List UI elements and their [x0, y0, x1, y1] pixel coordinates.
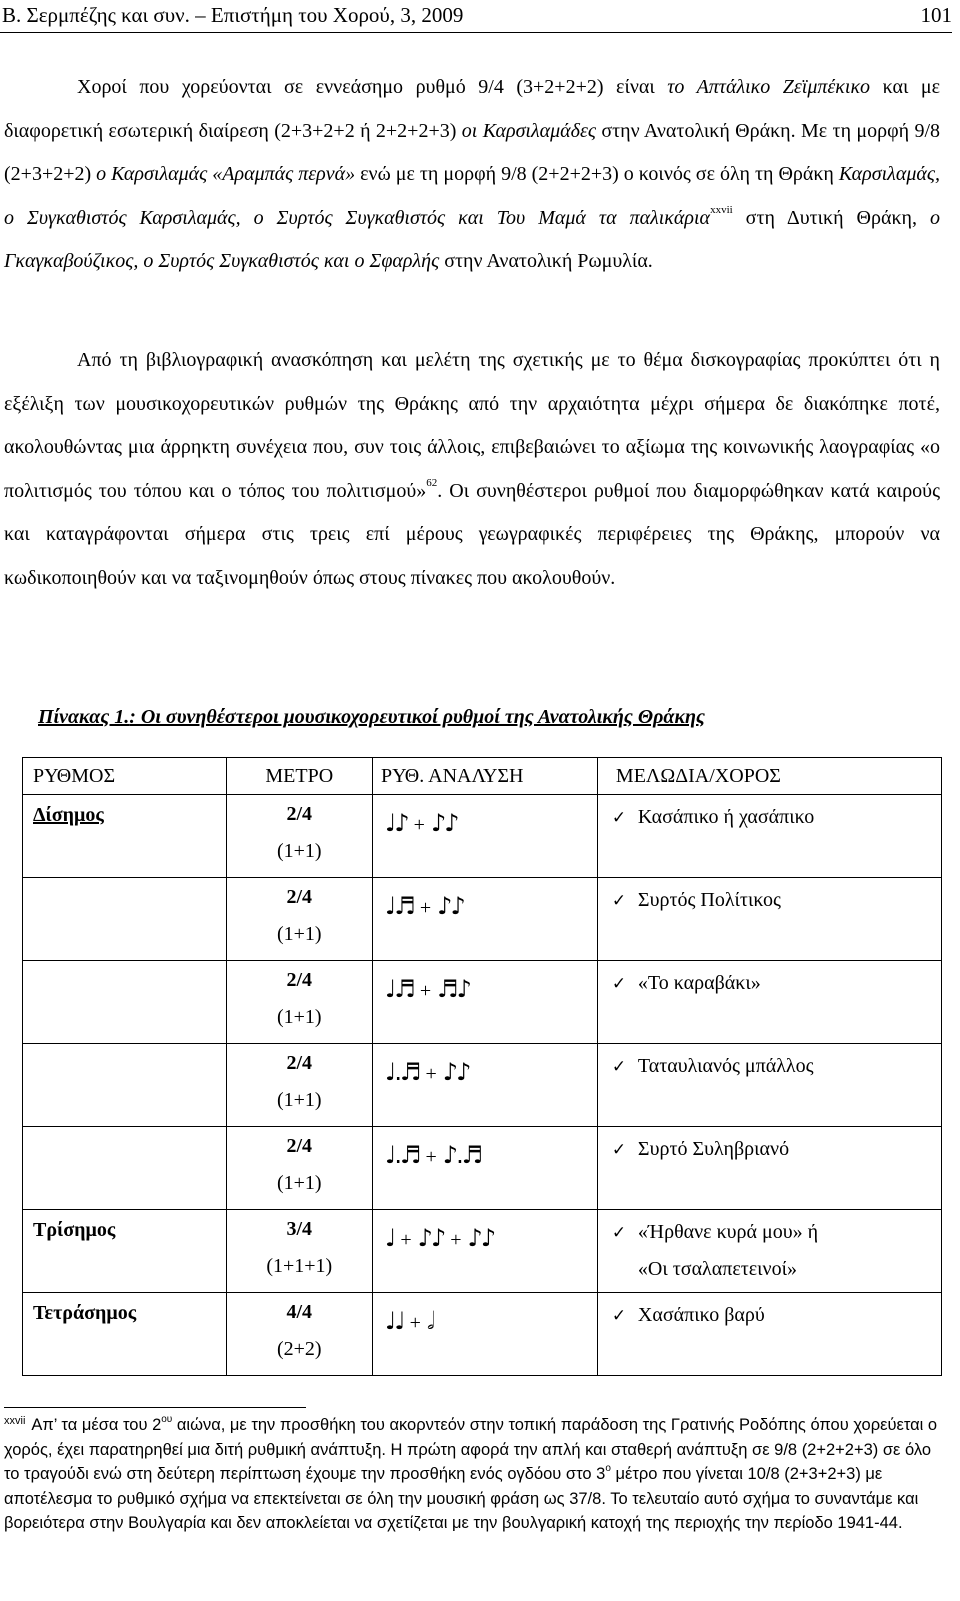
meter-division: (1+1) — [276, 1006, 322, 1028]
checkmark-icon: ✓ — [611, 1140, 627, 1160]
rhythm-cell: Τρίσημος — [23, 1210, 227, 1293]
dance-name: Ταταυλιανός μπάλλος — [637, 1055, 814, 1077]
dance-cell — [597, 1293, 941, 1376]
meter-division: (1+1) — [276, 923, 322, 945]
plus-sign: + — [450, 1229, 462, 1251]
footnote-text-1: Απ’ τα μέσα του 2 — [31, 1416, 162, 1434]
p1-text-6: στην Ανατολική Ρωμυλία. — [439, 250, 653, 272]
meter-cell — [226, 1044, 373, 1127]
meter-division: (1+1) — [276, 840, 322, 862]
checkmark-icon: ✓ — [611, 1057, 627, 1077]
dance-cell — [597, 1210, 941, 1293]
meter-value: 4/4 — [286, 1301, 313, 1323]
dance-name: Συρτό Συληβριανό — [637, 1138, 790, 1160]
rhythm-cell: Τετράσημος — [23, 1293, 227, 1376]
meter-cell — [226, 1293, 373, 1376]
p1-italic-5: ο Γκαγκαβούζικος, ο Συρτός Συγκαθιστός και ο Σφαρλής — [4, 206, 940, 272]
running-header — [0, 0, 960, 30]
table-row — [23, 795, 942, 878]
plus-sign: + — [425, 1146, 437, 1168]
dance-name: Χασάπικο βαρύ — [637, 1304, 765, 1326]
table-header-row — [23, 758, 942, 795]
meter-division: (1+1) — [276, 1089, 322, 1111]
notation-cell — [373, 961, 598, 1044]
plus-sign: + — [400, 1229, 412, 1251]
note-group-b: ♬♪ — [437, 975, 470, 1003]
meter-value: 2/4 — [286, 1052, 313, 1074]
notation-cell — [373, 1044, 598, 1127]
rhythm-cell — [23, 961, 227, 1044]
header-meter: ΜΕΤΡΟ — [226, 758, 373, 795]
meter-division: (1+1) — [276, 1172, 322, 1194]
footnote-ref-xxvii[interactable]: xxvii — [710, 203, 733, 216]
notation-cell — [373, 878, 598, 961]
p1-text-4: ενώ με τη μορφή 9/8 (2+2+2+3) ο κοινός σε όλη τη Θράκη — [355, 163, 839, 185]
meter-value: 2/4 — [286, 1135, 313, 1157]
note-group-b: ♪♪ — [417, 1224, 445, 1252]
meter-cell — [226, 795, 373, 878]
note-group-a: ♩♩ — [385, 1307, 404, 1335]
plus-sign: + — [419, 897, 432, 919]
table-row — [23, 1127, 942, 1210]
notation-cell — [373, 1293, 598, 1376]
footnote-text-2: αιώνα, με την προσθήκη του ακορντεόν στην τοπική παράδοση της Γρατινής Ροδόπης όπου χορεύεται ο χορός, έχει παρατηρηθεί μια διτή ρυθμική ανάπτυξη. Η πρώτη αφορά την απλή και σταθερή ανάπτυξη σε 9/8 (2+2+2+3) σε όλο το τραγούδι ενώ στη δεύτερη περίπτωση έχουμε την προσθήκη ενός ογδόου στο 3 — [4, 1416, 938, 1484]
dance-name: Συρτός Πολίτικος — [637, 889, 781, 911]
meter-cell — [226, 1127, 373, 1210]
plus-sign: + — [409, 1312, 421, 1334]
rhythm-cell: Δίσημος — [23, 795, 227, 878]
dance-cell — [597, 795, 941, 878]
dance-name: «Ήρθανε κυρά μου» ή — [637, 1221, 819, 1243]
dance-name: «Το καραβάκι» — [637, 972, 761, 994]
plus-sign: + — [413, 814, 425, 836]
checkmark-icon: ✓ — [611, 891, 627, 911]
dance-cell — [597, 1044, 941, 1127]
note-group-a: ♩♬ — [385, 975, 414, 1003]
footnote-xxvii — [4, 1413, 940, 1536]
checkmark-icon: ✓ — [611, 974, 627, 994]
meter-value: 2/4 — [286, 969, 313, 991]
note-group-a: ♩♪ — [385, 809, 408, 837]
dance-name-line-2: «Οι τσαλαπετεινοί» — [637, 1258, 797, 1280]
footnote-rule — [4, 1407, 306, 1408]
meter-value: 3/4 — [286, 1218, 313, 1240]
rhythm-cell — [23, 878, 227, 961]
rhythm-notation — [385, 975, 470, 1005]
p1-italic-1: το Απτάλικο Ζεϊμπέκικο — [667, 76, 871, 98]
rhythm-notation — [385, 1141, 481, 1171]
rhythm-notation — [385, 892, 464, 922]
table-row — [23, 1210, 942, 1293]
rhythm-notation — [385, 809, 458, 839]
dance-cell — [597, 961, 941, 1044]
header-rhythm: ΡΥΘΜΟΣ — [23, 758, 227, 795]
header-citation: Β. Σερμπέζης και συν. – Επιστήμη του Χορού, 3, 2009 — [2, 3, 464, 27]
note-group-a: ♩♬ — [385, 892, 414, 920]
note-group-a: ♩ — [385, 1224, 395, 1252]
table-caption-label: Πίνακας 1. — [38, 706, 130, 728]
checkmark-icon: ✓ — [611, 1306, 627, 1326]
dance-cell — [597, 878, 941, 961]
header-melody-dance: ΜΕΛΩΔΙΑ/ΧΟΡΟΣ — [597, 758, 941, 795]
p2-text-1: Από τη βιβλιογραφική ανασκόπηση και μελέτη της σχετικής με το θέμα δισκογραφίας προκύπτει ότι η εξέλιξη των μουσικοχορευτικών ρυθμών της Θράκης από την αρχαιότητα μέχρι σήμερα δε διακόπηκε ποτέ, ακολουθώντας μια άρρηκτη συνέχεια που, συν τοις άλλοις, επιβεβαιώνει το αξίωμα της κοινωνικής λαογραφίας «ο πολιτισμός του τόπου και ο τόπος του πολιτισμού» — [4, 349, 940, 502]
checkmark-icon: ✓ — [611, 808, 627, 828]
meter-cell — [226, 961, 373, 1044]
rhythm-notation — [385, 1058, 469, 1088]
table-row — [23, 878, 942, 961]
rhythm-notation — [385, 1224, 494, 1254]
endnote-ref-62[interactable]: 62 — [426, 476, 438, 489]
plus-sign: + — [425, 1063, 437, 1085]
paragraph-1 — [4, 66, 940, 284]
table-row — [23, 1293, 942, 1376]
rhythm-notation — [385, 1307, 433, 1337]
meter-value: 2/4 — [286, 886, 313, 908]
page-number: 101 — [920, 3, 952, 27]
notation-cell — [373, 1127, 598, 1210]
dance-name: Κασάπικο ή χασάπικο — [637, 806, 815, 828]
meter-value: 2/4 — [286, 803, 313, 825]
table-caption-title: : Οι συνηθέστεροι μουσικοχορευτικοί ρυθμοί της Ανατολικής Θράκης — [129, 706, 705, 728]
notation-cell — [373, 1210, 598, 1293]
note-group-b: ♪♪ — [442, 1058, 470, 1086]
note-group-b: 𝅗𝅥 — [426, 1307, 433, 1335]
p1-text-5: στη Δυτική Θράκη, — [732, 206, 930, 229]
table-row — [23, 1044, 942, 1127]
rhythm-table — [22, 757, 942, 1376]
note-group-a: ♩.♬ — [385, 1141, 420, 1169]
p1-italic-2: οι Καρσιλαμάδες — [461, 119, 596, 142]
meter-cell — [226, 878, 373, 961]
header-analysis: ΡΥΘ. ΑΝΑΛΥΣΗ — [373, 758, 598, 795]
table-row — [23, 961, 942, 1044]
rhythm-cell — [23, 1044, 227, 1127]
meter-division: (1+1+1) — [266, 1255, 333, 1277]
table-caption — [38, 706, 705, 729]
meter-division: (2+2) — [276, 1338, 322, 1360]
plus-sign: + — [419, 980, 432, 1002]
footnote-mark: xxvii — [4, 1414, 26, 1427]
note-group-c: ♪♪ — [467, 1224, 495, 1252]
p1-italic-4: Καρσιλαμάς, ο Συγκαθιστός Καρσιλαμάς, ο Συρτός Συγκαθιστός και Του Μαμά τα παλικάρια — [4, 163, 940, 229]
footnote-sup-1: ου — [161, 1413, 173, 1425]
p1-italic-3: ο Καρσιλαμάς «Αραμπάς περνά» — [96, 163, 356, 185]
p1-text-3: στην Ανατολική Θράκη. Με τη μορφή 9/8 (2+3+2+2) — [4, 119, 941, 185]
footnote-sup-2: ο — [605, 1462, 611, 1474]
notation-cell — [373, 795, 598, 878]
rhythm-cell — [23, 1127, 227, 1210]
dance-cell — [597, 1127, 941, 1210]
note-group-b: ♪.♬ — [442, 1141, 482, 1169]
note-group-b: ♪♪ — [437, 892, 464, 920]
checkmark-icon: ✓ — [611, 1223, 627, 1243]
p1-text-1: Χοροί που χορεύονται σε εννεάσημο ρυθμό 9/4 (3+2+2+2) είναι — [77, 76, 668, 98]
p2-text-2: . Οι συνηθέστεροι ρυθμοί που διαμορφώθηκαν κατά καιρούς και καταγράφονται σήμερα στις τρεις επί μέρους γεωγραφικές περιφέρειες της Θράκης, μπορούν να κωδικοποιηθούν και να ταξινομηθούν όπως στους πίνακες που ακολουθούν. — [4, 479, 941, 589]
note-group-b: ♪♪ — [430, 809, 458, 837]
header-rule — [0, 32, 952, 33]
footnote-text-3: μέτρο που γίνεται 10/8 (2+3+2+3) με αποτέλεσμα το ρυθμικό σχήμα να επεκτείνεται σε όλη την μουσική φράση ως 37/8. Το τελευταίο αυτό σχήμα το συναντάμε και βορειότερα στην Βουλγαρία και δεν αποκλείεται να σχετίζεται με την βουλγαρική κατοχή της περιοχής την περίοδο 1941-44. — [4, 1465, 919, 1533]
paragraph-2 — [4, 339, 940, 600]
meter-cell — [226, 1210, 373, 1293]
note-group-a: ♩.♬ — [385, 1058, 420, 1086]
p1-text-2: και με διαφορετική εσωτερική διαίρεση (2+3+2+2 ή 2+2+2+3) — [4, 76, 940, 142]
